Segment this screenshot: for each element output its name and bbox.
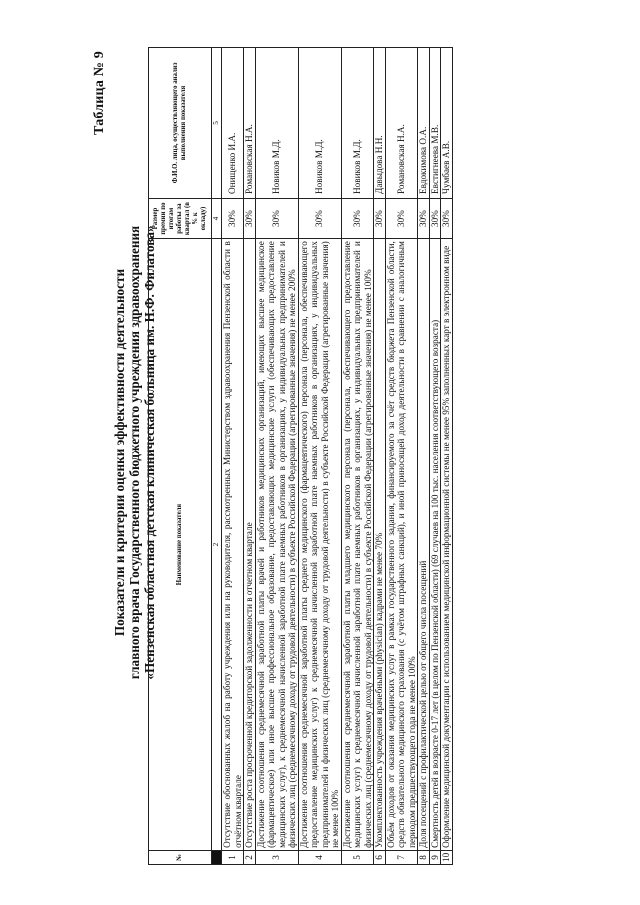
row-bonus-size: 30% [222,198,244,238]
row-indicator: Укомплектованность учреждения врачебными (physician) кадрами не менее 70% [374,239,386,851]
row-indicator: Смертность детей в возрасте 0-17 лет (в целом по Пензенской области) (69 случаев на 100 тыс. населения соответствующего возраста) [429,239,441,851]
column-index-5: 5 [212,48,222,199]
header-num: № [149,850,212,864]
header-indicator: Наименование показателя [149,239,212,851]
row-bonus-size: 30% [298,198,341,238]
table-row [374,48,386,865]
row-bonus-size: 30% [255,198,298,238]
row-responsible-person: Онищенко И.А. [222,48,244,199]
table-row [441,48,453,865]
row-responsible-person: Новиков М.Д. [341,48,374,199]
row-bonus-size: 30% [374,198,386,238]
table-header-row [149,48,212,865]
row-number: 9 [429,850,441,864]
row-responsible-person: Чумбаев А.В. [441,48,453,199]
column-index-1 [212,850,222,864]
row-responsible-person: Романовская Н.А. [385,48,418,199]
indicators-table-wrapper [148,47,453,865]
row-bonus-size: 30% [441,198,453,238]
row-indicator: Отсутствие роста просроченной кредиторской задолженности в отчетном квартале [244,239,256,851]
row-responsible-person: Давыдова Н.Н. [374,48,386,199]
row-number: 6 [374,850,386,864]
table-row [385,48,418,865]
row-number: 2 [244,850,256,864]
header-bonus-size: Размер премии по итогам работы за квартал (в % к окладу) [149,198,212,238]
row-responsible-person: Евдокимова О.А. [418,48,430,199]
indicators-table [148,47,453,865]
row-indicator: Достижение соотношения среднемесячной заработной платы младшего медицинского персонала (персонала, обеспечивающего предоставление медицинских услуг) к среднемесячной начисленной заработной плате наемных работников в организациях, у индивидуальных предпринимателей и физических лиц (среднемесячному доходу от трудовой деятельности) в субъекте Российской Федерации (агрегированные значения) не менее 100% [341,239,374,851]
title-line: Показатели и критерии оценки эффективности деятельности [112,268,127,637]
column-index-4: 4 [212,198,222,238]
row-number: 1 [222,850,244,864]
column-index-2: 2 [212,239,222,851]
row-bonus-size: 30% [341,198,374,238]
row-number: 7 [385,850,418,864]
row-bonus-size: 30% [244,198,256,238]
row-responsible-person: Романовская Н.А. [244,48,256,199]
table-row [244,48,256,865]
row-bonus-size: 30% [429,198,441,238]
row-indicator: Достижение соотношения среднемесячной заработной платы врачей и работников медицинских организаций, имеющих высшее медицинское (фармацевтическое) или иное высшее профессиональное образование, предоставляющих медицинские услуги (обеспечивающих предоставление медицинских услуг), к среднемесячной начисленной заработной плате наемных работников в организациях, у индивидуальных предпринимателей и физических лиц (среднемесячному доходу от трудовой деятельности) в субъекте Российской Федерации (агрегированные значения) не менее 200% [255,239,298,851]
row-number: 3 [255,850,298,864]
row-responsible-person: Евстигнеева М.В. [429,48,441,199]
row-number: 4 [298,850,341,864]
row-indicator: Оформление медицинской документации с использованием медицинской информационной системы не менее 95% заполненных карт в электронном виде [441,239,453,851]
row-responsible-person: Новиков М.Д. [255,48,298,199]
table-row [341,48,374,865]
table-row [298,48,341,865]
row-indicator: Доля посещений с профилактической целью от общего числа посещений [418,239,430,851]
row-indicator: Объём доходов от оказания медицинских услуг в рамках государственного задания, финансируемого за счёт средств бюджета Пензенской области, средств обязательного медицинского страхования (с учётом штрафных санкций), и иной приносящей доход деятельности в сравнении с аналогичным периодом предшествующего года не менее 100% [385,239,418,851]
row-indicator: Достижение соотношения среднемесячной заработной платы среднего медицинского (фармацевтического) персонала (персонала, обеспечивающего предоставление медицинских услуг) к среднемесячной начисленной заработной плате наемных работников в организациях, у индивидуальных предпринимателей и физических лиц (среднемесячному доходу от трудовой деятельности) в субъекте Российской Федерации (агрегированные значения) не менее 100% [298,239,341,851]
table-row [255,48,298,865]
row-number: 10 [441,850,453,864]
table-number-label: Таблица № 9 [92,51,107,135]
table-row [222,48,244,865]
row-responsible-person: Новиков М.Д. [298,48,341,199]
row-bonus-size: 30% [418,198,430,238]
title-line: главного врача Государственного бюджетного учреждения здравоохранения [127,225,142,680]
row-bonus-size: 30% [385,198,418,238]
header-responsible-person: Ф.И.О. лица, осуществляющего анализ выполнения показателя [149,48,212,199]
column-index-row [212,48,222,865]
table-row [418,48,430,865]
row-number: 5 [341,850,374,864]
row-indicator: Отсутствие обоснованных жалоб на работу учреждения или на руководителя, рассмотренных Министерством здравоохранения Пензенской области в отчётном квартале [222,239,244,851]
table-row [429,48,441,865]
row-number: 8 [418,850,430,864]
title-line: «Пензенская областная детская клиническая больница им. Н.Ф. Филатова» [142,225,157,680]
